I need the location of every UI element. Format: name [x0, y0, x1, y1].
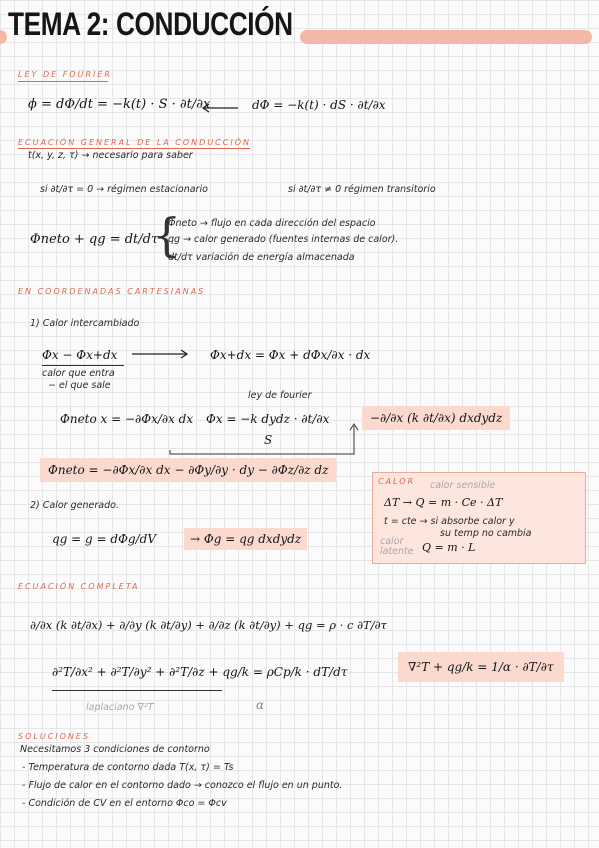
title-highlight-bar: [300, 30, 592, 44]
solution-bullet: - Condición de CV en el entorno Φco = Φcv: [22, 798, 227, 809]
calor-latent-label-a: calor: [380, 536, 404, 547]
calor-latent-line1: t = cte → si absorbe calor y: [384, 516, 515, 527]
heat-exchanged-label: 1) Calor intercambiado: [30, 318, 140, 329]
solution-bullet: - Flujo de calor en el contorno dado → conozco el flujo en un punto.: [22, 780, 343, 791]
curly-brace-icon: {: [152, 208, 182, 262]
neto-total-box: Φneto = −∂Φx/∂x dx − ∂Φy/∂y · dy − ∂Φz/∂z dz: [40, 458, 336, 482]
substitution-arrow-icon: [168, 420, 368, 456]
flux-difference: Φx − Φx+dx: [42, 348, 118, 362]
legend-flux: Φneto → flujo en cada dirección del espacio: [168, 218, 376, 229]
qg-result: → Φg = qg dxdydz: [184, 528, 307, 550]
caption-heat-in: calor que entra: [42, 368, 115, 379]
fourier-heading-underline: [18, 81, 108, 82]
qg-equation: qg = g = dΦg/dV: [52, 532, 157, 546]
fourier-heading: LEY DE FOURIER: [18, 70, 112, 79]
calor-latent-label-b: latente: [380, 546, 414, 557]
flux-difference-underline: [42, 365, 124, 366]
laplacian-label: laplaciano ∇²T: [86, 702, 154, 713]
flux-expansion: Φx+dx = Φx + dΦx/∂x · dx: [210, 348, 371, 362]
page-title: TEMA 2: CONDUCCIÓN: [8, 6, 293, 42]
general-transient-text: si ∂t/∂τ ≠ 0 régimen transitorio: [288, 184, 436, 195]
phi-x-equation: Φx = −k dydz · ∂t/∂x: [206, 412, 330, 426]
cartesian-heading: EN COORDENADAS CARTESIANAS: [18, 287, 206, 296]
calor-sensible-eq: ΔT → Q = m · Ce · ΔT: [384, 496, 503, 509]
left-arrow-icon: [200, 104, 240, 112]
alpha-label: α: [256, 698, 265, 712]
calor-latent-eq: Q = m · L: [422, 541, 476, 554]
title-accent-dot: [0, 30, 7, 44]
laplacian-underline: [52, 690, 222, 691]
complete-equation-2: ∂²T/∂x² + ∂²T/∂y² + ∂²T/∂z + qg/k = ρCp/k · dT/dτ: [52, 665, 348, 679]
calor-subtitle: calor sensible: [430, 480, 496, 491]
general-heading: ECUACIÓN GENERAL DE LA CONDUCCIÓN: [18, 138, 251, 147]
complete-heading: ECUACIÓN COMPLETA: [18, 582, 140, 591]
caption-heat-out: − el que sale: [48, 380, 111, 391]
general-heading-underline: [18, 148, 250, 149]
heat-generated-label: 2) Calor generado.: [30, 500, 119, 511]
solutions-intro: Necesitamos 3 condiciones de contorno: [20, 744, 210, 755]
solution-bullet: - Temperatura de contorno dada T(x, τ) = Ts: [22, 762, 234, 773]
surface-label: S: [264, 433, 273, 447]
complete-equation-1: ∂/∂x (k ∂t/∂x) + ∂/∂y (k ∂t/∂y) + ∂/∂z (k ∂t/∂y) + qg = ρ · c ∂T/∂τ: [30, 618, 387, 632]
fourier-note: ley de fourier: [248, 390, 312, 401]
general-need-text: t(x, y, z, τ) → necesario para saber: [28, 150, 193, 161]
legend-generated-heat: qg → calor generado (fuentes internas de calor).: [168, 234, 399, 245]
general-stationary-text: si ∂t/∂τ = 0 → régimen estacionario: [40, 184, 208, 195]
fourier-equation-right: dΦ = −k(t) · dS · ∂t/∂x: [252, 98, 386, 112]
calor-heading: CALOR: [378, 477, 416, 486]
general-main-equation: Φneto + qg = dt/dτ: [30, 232, 159, 247]
solutions-heading: SOLUCIONES: [18, 732, 91, 741]
neto-x-equation: Φneto x = −∂Φx/∂x dx: [60, 412, 194, 426]
complete-equation-3: ∇²T + qg/k = 1/α · ∂T/∂τ: [398, 652, 564, 682]
right-arrow-icon: [130, 350, 190, 358]
fourier-equation-left: ϕ = dΦ/dt = −k(t) · S · ∂t/∂x: [28, 97, 211, 112]
legend-stored-energy: dt/dτ variación de energía almacenada: [168, 252, 355, 263]
calor-latent-line2: su temp no cambia: [440, 528, 532, 539]
neto-x-result-box: −∂/∂x (k ∂t/∂x) dxdydz: [362, 406, 510, 430]
